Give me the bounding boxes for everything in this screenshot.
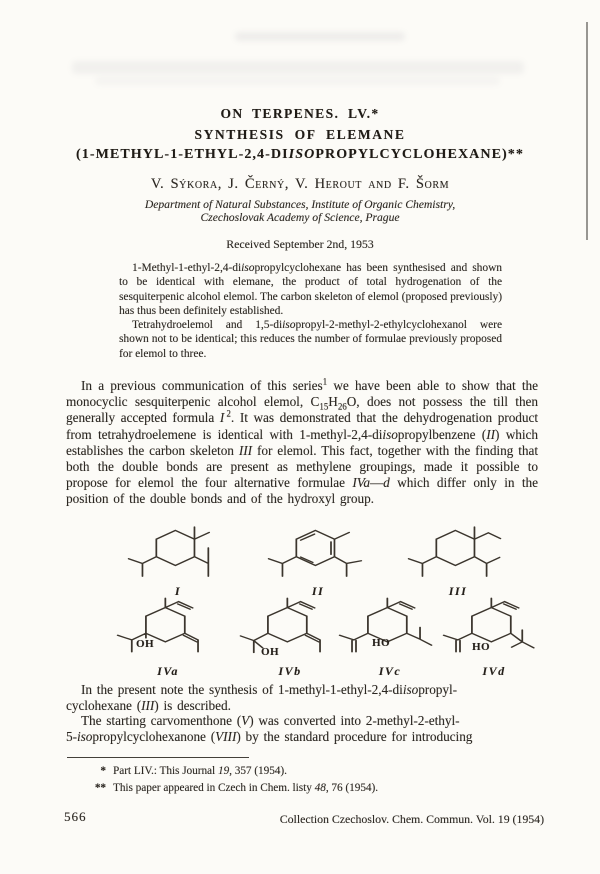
hydroxyl-label: OH <box>261 646 280 658</box>
article-series-title: ON TERPENES. LV.* <box>220 106 380 121</box>
body-paragraph-2: In the present note the synthesis of 1-methyl-1-ethyl-2,4-diisopropyl- cyclohexane (III) is described. <box>66 682 458 713</box>
abstract <box>119 261 502 361</box>
structure-IVd-drawing <box>441 597 547 663</box>
body-paragraph-1: In a previous communication of this series$^1$ we have been able to show that the monocyclic sesquiterpenic alcohol elemol, $C_{15}H_{26}O$, does not possess the till then generally accepted formula I $^2$. It was demonstrated that the dehydrogenation product from tetrahydroelemene is identical with 1-methyl-2,4-diisopropylbenzene (II) which establishes the carbon skeleton III for elemol. This fact, together with the finding that both the double bonds are present as methylene groupings, made it possible to propose for elemol the four alternative formulae IVa—d which differ only in the position of the double bonds and of the hydroxyl group. <box>66 376 539 507</box>
structure-label: IVb <box>278 664 302 678</box>
structure-figure-IVd <box>434 597 554 679</box>
page-number: 566 <box>64 809 87 824</box>
bleedthrough-smudge <box>72 61 524 74</box>
footnote-text: This paper appeared in Czech in Chem. listy 48, 76 (1954). <box>113 782 379 794</box>
authors-line: V. Sýkora, J. Černý, V. Herout and F. Šorm <box>150 176 450 192</box>
structure-label: I <box>174 584 182 598</box>
structure-label: III <box>448 584 468 598</box>
structure-IVc-drawing <box>337 597 443 663</box>
structure-figure-I <box>118 521 238 599</box>
abstract-paragraph-1: 1-Methyl-1-ethyl-2,4-diisopropylcyclohexane has been synthesised and shown to be identical with elemane, the product of total hydrogenation of the sesquiterpenic alcohol elemol. The carbon skeleton of elemol (proposed previously) has thus been definitely established. <box>119 262 502 317</box>
scan-artifact-line <box>586 22 588 240</box>
bleedthrough-smudge <box>95 77 500 85</box>
structure-I-drawing <box>126 521 230 583</box>
body-paragraph-3: The starting carvomenthone (V) was converted into 2-methyl-2-ethyl- 5-isopropylcyclohexanone (VIII) by the standard procedure for introducing <box>66 713 473 744</box>
hydroxyl-label: HO <box>472 641 491 653</box>
footnote-divider <box>67 757 249 758</box>
structure-figure-IVc <box>330 597 450 679</box>
body-section-2 <box>66 682 538 744</box>
hydroxyl-label: OH <box>136 638 155 650</box>
footnote-marker: ** <box>94 782 106 794</box>
structure-figure-IVa <box>108 597 228 679</box>
footnote-2 <box>66 780 544 797</box>
article-subtitle: (1-METHYL-1-ETHYL-2,4-DIISOPROPYLCYCLOHEXANE)** <box>75 147 524 162</box>
abstract-paragraph-2: Tetrahydroelemol and 1,5-diisopropyl-2-methyl-2-ethylcyclohexanol were shown not to be identical; this reduces the number of formulae previously proposed for elemol to three. <box>119 319 502 360</box>
footnote-text: Part LIV.: This Journal 19, 357 (1954). <box>113 765 287 777</box>
structure-figure-II <box>258 521 378 599</box>
structure-label: IVc <box>378 664 402 678</box>
structure-II-drawing <box>266 521 370 583</box>
structure-figure-III <box>398 521 518 599</box>
structure-III-drawing <box>406 521 510 583</box>
article-title: SYNTHESIS OF ELEMANE <box>194 127 406 142</box>
structure-label: IVd <box>482 664 506 678</box>
hydroxyl-label: HO <box>372 637 391 649</box>
structure-IVb-drawing <box>237 597 343 663</box>
affiliation-line-1: Department of Natural Substances, Institute of Organic Chemistry, <box>144 198 456 211</box>
received-date: Received September 2nd, 1953 <box>226 237 374 251</box>
footnote-1 <box>66 763 544 780</box>
footnote-marker: * <box>100 765 106 777</box>
journal-citation: Collection Czechoslov. Chem. Commun. Vol. 19 (1954) <box>279 812 544 826</box>
bleedthrough-smudge <box>235 32 405 41</box>
structure-IVa-drawing <box>115 597 221 663</box>
body-section <box>66 378 538 508</box>
structure-label: II <box>311 584 325 598</box>
affiliation-line-2: Czechoslovak Academy of Science, Prague <box>200 211 400 224</box>
footnotes <box>66 763 544 797</box>
structure-label: IVa <box>157 664 179 678</box>
